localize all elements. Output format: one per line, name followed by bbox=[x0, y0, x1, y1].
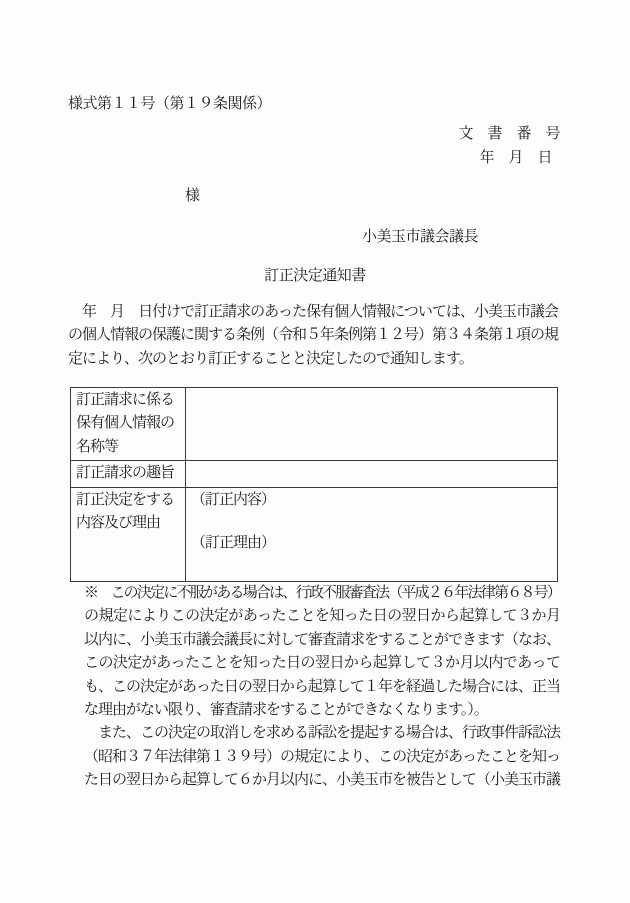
table-row-purpose bbox=[71, 461, 558, 487]
row3-label-cell bbox=[71, 487, 186, 581]
table-row-decision bbox=[71, 487, 558, 581]
note-line: た日の翌日から起算して６か月以内に、小美玉市を被告として（小美玉市議 bbox=[84, 772, 561, 789]
date-line: 年 月 日 bbox=[479, 150, 552, 166]
document-title: 訂正決定通知書 bbox=[264, 268, 366, 284]
note-line: の規定によりこの決定があったことを知った日の翌日から起算して３か月 bbox=[84, 608, 560, 625]
row2-label-cell: 訂正請求の趣旨 bbox=[71, 461, 186, 487]
note-line: な理由がない限り、審査請求をすることができなくなります。）。 bbox=[84, 701, 488, 718]
form-number: 様式第１１号（第１９条関係） bbox=[68, 96, 272, 112]
document-number-label: 文 書 番 号 bbox=[458, 126, 560, 142]
body-line: の個人情報の保護に関する条例（令和５年条例第１２号）第３４条第１項の規 bbox=[68, 327, 559, 344]
body-paragraph bbox=[68, 301, 558, 371]
row1-value-cell bbox=[186, 388, 558, 461]
row1-label-line: 訂正請求に係る bbox=[76, 392, 175, 408]
row1-label-line: 保有個人情報の bbox=[76, 415, 175, 432]
note-line: この決定があったことを知った日の翌日から起算して３か月以内であって bbox=[84, 655, 560, 672]
note-line: 以内に、小美玉市議会議長に対して審査請求をすることができます（なお、 bbox=[84, 631, 561, 648]
correction-content-label: （訂正内容） bbox=[191, 491, 276, 508]
decision-table bbox=[70, 387, 558, 582]
row1-label-line: 名称等 bbox=[76, 438, 119, 455]
body-line: 年 月 日付けで訂正請求のあった保有個人情報については、小美玉市議会 bbox=[68, 304, 558, 320]
sender-title: 小美玉市議会議長 bbox=[362, 229, 479, 245]
note-line: も、この決定があった日の翌日から起算して１年を経過した場合には、正当 bbox=[84, 678, 560, 695]
note-line: （昭和３７年法律第１３９号）の規定により、この決定があったことを知っ bbox=[84, 748, 560, 765]
note-line: ※ この決定に不服がある場合は、行政不服審査法（平成２６年法律第６８号） bbox=[84, 585, 560, 601]
row3-label-line: 訂正決定をする bbox=[76, 491, 175, 508]
addressee-honorific: 様 bbox=[185, 188, 200, 204]
table-row-subject bbox=[71, 388, 558, 461]
correction-reason-label: （訂正理由） bbox=[191, 535, 276, 552]
body-line: 定により、次のとおり訂正することと決定したので通知します。 bbox=[68, 350, 473, 367]
row3-value-cell bbox=[186, 487, 558, 581]
notes-paragraph bbox=[84, 582, 560, 793]
row2-value-cell bbox=[186, 461, 558, 487]
row3-label-line: 内容及び理由 bbox=[76, 515, 161, 532]
row1-label-cell bbox=[71, 388, 186, 461]
note-line: また、この決定の取消しを求める訴訟を提起する場合は、行政事件訴訟法 bbox=[84, 725, 561, 742]
